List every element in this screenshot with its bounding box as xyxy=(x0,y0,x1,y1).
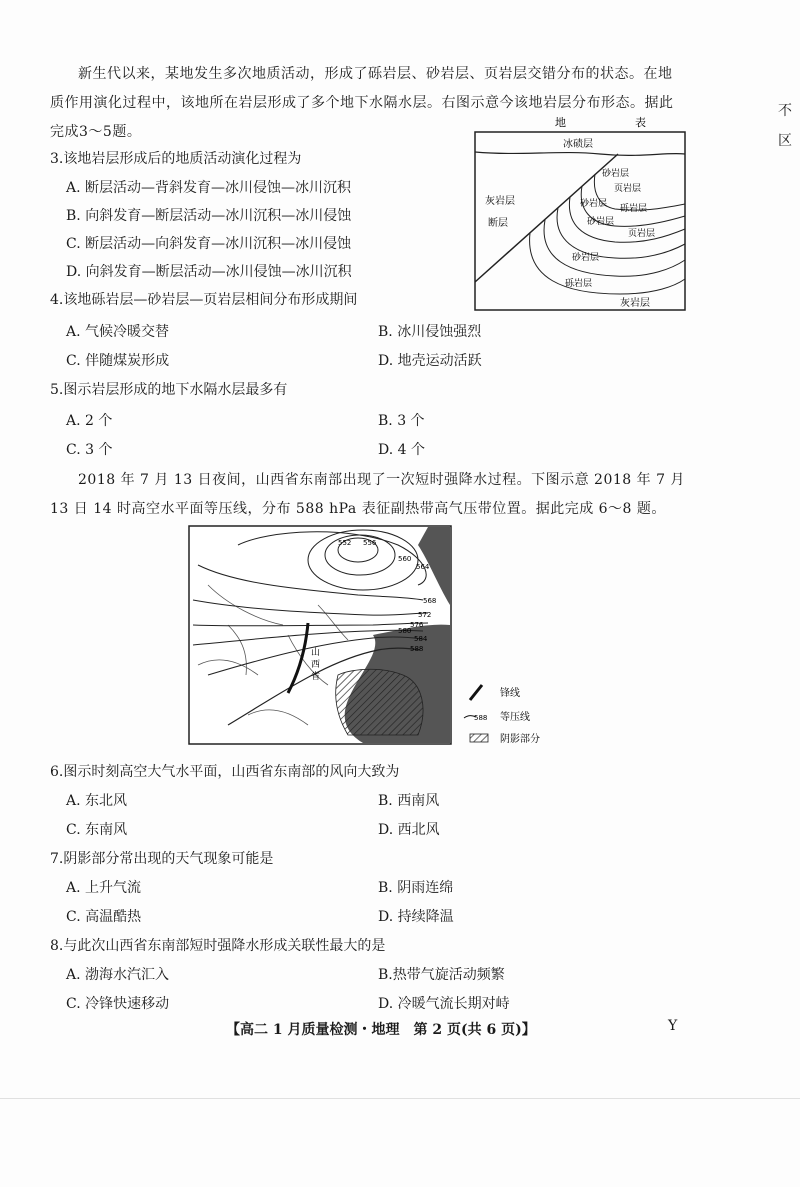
label-tillite: 冰碛层 xyxy=(563,139,593,150)
q3-option-d[interactable]: D. 向斜发育—断层活动—冰川侵蚀—冰川沉积 xyxy=(66,264,352,280)
q8-stem: 8.与此次山西省东南部短时强降水形成关联性最大的是 xyxy=(50,938,386,954)
q3-option-c[interactable]: C. 断层活动—向斜发育—冰川沉积—冰川侵蚀 xyxy=(66,236,352,252)
q6-option-b[interactable]: B. 西南风 xyxy=(378,793,440,809)
legend-front-symbol xyxy=(470,685,482,700)
shanxi-label-1: 山 xyxy=(311,648,321,658)
intro-paragraph-1-text: 新生代以来，某地发生多次地质活动，形成了砾岩层、砂岩层、页岩层交错分布的状态。在地质作用演化过程中，该地所在岩层形成了多个地下水隔水层。右图示意今该地岩层分布形态。据此完成3～5题。 xyxy=(50,66,674,140)
label-sandstone-4: 砂岩层 xyxy=(572,253,600,263)
q8-option-c[interactable]: C. 冷锋快速移动 xyxy=(66,996,170,1012)
label-conglomerate-2: 砾岩层 xyxy=(565,279,593,289)
q4-option-c[interactable]: C. 伴随煤炭形成 xyxy=(66,353,170,369)
legend-shaded-symbol xyxy=(470,734,488,742)
legend-front-label: 锋线 xyxy=(500,688,520,699)
isobar-label-576: 576 xyxy=(410,621,424,629)
label-sandstone-1: 砂岩层 xyxy=(602,169,630,179)
q5-option-b[interactable]: B. 3 个 xyxy=(378,413,425,429)
isobar-label-584: 584 xyxy=(414,635,428,643)
intro-paragraph-2 xyxy=(50,466,686,524)
label-shale-1: 页岩层 xyxy=(614,184,642,194)
geology-cross-section xyxy=(470,114,690,314)
q7-stem: 7.阴影部分常出现的天气现象可能是 xyxy=(50,851,274,867)
weather-map xyxy=(188,525,558,750)
shaded-region xyxy=(336,669,423,735)
q4-stem: 4.该地砾岩层—砂岩层—页岩层相间分布形成期间 xyxy=(50,292,358,308)
isobar-label-564: 564 xyxy=(416,563,430,571)
q4-option-b[interactable]: B. 冰川侵蚀强烈 xyxy=(378,324,482,340)
margin-char-top: 不 xyxy=(778,103,792,119)
label-limestone-right: 灰岩层 xyxy=(620,298,650,309)
page-divider xyxy=(0,1098,800,1099)
q6-stem: 6.图示时刻高空大气水平面，山西省东南部的风向大致为 xyxy=(50,764,400,780)
q5-option-c[interactable]: C. 3 个 xyxy=(66,442,113,458)
q3-stem: 3.该地岩层形成后的地质活动演化过程为 xyxy=(50,151,302,167)
legend-shaded-label: 阴影部分 xyxy=(500,734,540,745)
intro-paragraph-2-text: 2018 年 7 月 13 日夜间，山西省东南部出现了一次短时强降水过程。下图示意 2018 年 7 月 13 日 14 时高空水平面等压线，分布 588 hPa 表征副热带高气压带位置。据此完成 6～8 题。 xyxy=(50,472,685,517)
isobar-label-556: 556 xyxy=(363,539,377,547)
footer-mark: Y xyxy=(668,1018,678,1034)
q4-option-d[interactable]: D. 地壳运动活跃 xyxy=(378,353,482,369)
q6-option-c[interactable]: C. 东南风 xyxy=(66,822,128,838)
q7-option-b[interactable]: B. 阴雨连绵 xyxy=(378,880,454,896)
label-limestone-left: 灰岩层 xyxy=(485,196,515,207)
label-sandstone-2: 砂岩层 xyxy=(580,199,608,209)
label-shale-2: 页岩层 xyxy=(628,229,656,239)
isobar-label-568: 568 xyxy=(423,597,437,605)
q5-option-a[interactable]: A. 2 个 xyxy=(66,413,113,429)
isobar-label-572: 572 xyxy=(418,611,432,619)
q8-option-b[interactable]: B.热带气旋活动频繁 xyxy=(378,967,505,983)
isobar-label-560: 560 xyxy=(398,555,412,563)
q7-option-d[interactable]: D. 持续降温 xyxy=(378,909,454,925)
label-surface-2: 表 xyxy=(635,116,646,129)
q8-option-d[interactable]: D. 冷暖气流长期对峙 xyxy=(378,996,510,1012)
shanxi-label-3: 省 xyxy=(311,672,321,682)
q6-option-d[interactable]: D. 西北风 xyxy=(378,822,440,838)
label-conglomerate-1: 砾岩层 xyxy=(620,204,648,214)
q4-option-a[interactable]: A. 气候冷暖交替 xyxy=(66,324,170,340)
q8-option-a[interactable]: A. 渤海水汽汇入 xyxy=(66,967,170,983)
page-footer: 【高二 1 月质量检测・地理 第 2 页(共 6 页)】 xyxy=(226,1022,536,1038)
q3-option-a[interactable]: A. 断层活动—背斜发育—冰川侵蚀—冰川沉积 xyxy=(66,180,352,196)
isobar-label-552: 552 xyxy=(338,539,352,547)
isobar-label-580: 580 xyxy=(398,627,412,635)
legend-isobar-label: 等压线 xyxy=(500,712,530,723)
q7-option-c[interactable]: C. 高温酷热 xyxy=(66,909,142,925)
q3-option-b[interactable]: B. 向斜发育—断层活动—冰川沉积—冰川侵蚀 xyxy=(66,208,352,224)
shanxi-label-2: 西 xyxy=(311,660,321,670)
q7-option-a[interactable]: A. 上升气流 xyxy=(66,880,142,896)
label-fault: 断层 xyxy=(488,218,508,229)
q6-option-a[interactable]: A. 东北风 xyxy=(66,793,128,809)
isobar-label-588: 588 xyxy=(410,645,424,653)
q5-option-d[interactable]: D. 4 个 xyxy=(378,442,425,458)
margin-char-bottom: 区 xyxy=(778,133,792,149)
q5-stem: 5.图示岩层形成的地下水隔水层最多有 xyxy=(50,382,288,398)
legend-isobar-sample: 588 xyxy=(474,714,488,722)
label-surface-1: 地 xyxy=(555,116,566,129)
label-sandstone-3: 砂岩层 xyxy=(587,217,615,227)
